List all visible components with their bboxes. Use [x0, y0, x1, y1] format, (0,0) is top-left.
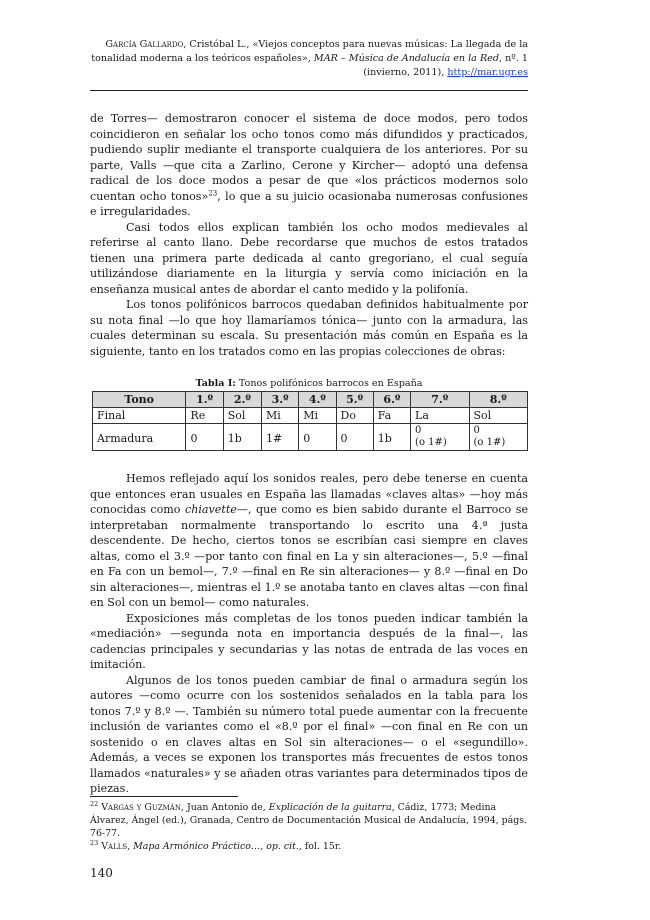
table-header-cell: 6.º — [373, 392, 410, 408]
table-cell-variant: (o 1#) — [473, 437, 506, 448]
table-cell-7 — [411, 424, 469, 451]
table-cell: Do — [336, 408, 373, 424]
header-url-link[interactable]: http://mar.ugr.es — [447, 67, 528, 78]
header-text-1: , Cristóbal L., «Viejos conceptos para nuevas músicas: La llegada de la tonalidad moderna a los teóricos españoles», — [91, 39, 528, 64]
table-header-cell: 1.º — [186, 392, 223, 408]
table-cell: Final — [93, 408, 186, 424]
table-header-row — [93, 392, 528, 408]
table-row-final — [93, 408, 528, 424]
table-cell: La — [411, 408, 469, 424]
paragraph-4-text: Hemos reflejado aquí los sonidos reales, pero debe tenerse en cuenta que entonces eran usuales en España las llamadas «claves altas» —hoy más conocidas como — [90, 472, 528, 516]
paragraph-2: Casi todos ellos explican también los ocho modos medievales al referirse al canto llano. Debe recordarse que muchos de estos tratados tienen una primera parte dedicada al canto gregoriano, el cual seguía utilizándose diariamente en la liturgia y servía como iniciación en la enseñanza musical antes de abordar el canto medido y la polifonía. — [90, 220, 528, 296]
paragraph-5: Exposiciones más completas de los tonos pueden indicar también la «mediación» —segunda nota en importancia después de la final—, las cadencias principales y secundarias y las notas de entrada de las voces en imitación. — [90, 611, 528, 671]
table-header-cell: 7.º — [411, 392, 469, 408]
header-journal: MAR – Música de Andalucía en la Red — [313, 53, 499, 64]
paragraph-4 — [90, 471, 528, 611]
table-cell: 1# — [261, 424, 298, 451]
footnote-number: 23 — [90, 838, 99, 847]
table-header-cell: 3.º — [261, 392, 298, 408]
table-header-cell: 5.º — [336, 392, 373, 408]
table-cell: 1b — [373, 424, 410, 451]
table-caption-label: Tabla I: — [195, 378, 236, 389]
footnotes — [90, 801, 528, 853]
footnote-text: , — [127, 841, 134, 852]
paragraph-4-end: —, que como es bien sabido durante el Barroco se interpretaban normalmente transportando lo escrito una 4.ª justa descendente. De hecho, ciertos tonos se escribían casi siempre en claves altas, como el 3.º —por tanto con final en La y sin alteraciones—, 5.º —final en Fa con un bemol—, 7.º —final en Re sin alteraciones— y 8.º —final en Do sin alteraciones—, mientras el 1.º se anotaba tanto en claves altas —con final en Sol con un bemol— como naturales. — [90, 503, 529, 609]
table-caption — [90, 378, 528, 390]
table-cell: Armadura — [93, 424, 186, 451]
header-author: García Gallardo — [105, 39, 184, 50]
footnote-text: , Juan Antonio de, — [181, 802, 269, 813]
page-number: 140 — [90, 866, 113, 880]
table-header-cell: 2.º — [223, 392, 261, 408]
paragraph-3: Los tonos polifónicos barrocos quedaban definidos habitualmente por su nota final —lo que hoy llamaríamos tónica— junto con la armadura, las cuales determinan su escala. Su presentación más común en España es la siguiente, tanto en los tratados como en las propias colecciones de obras: — [90, 298, 528, 358]
footnote-title: Mapa Armónico Práctico…, op. cit. — [133, 841, 299, 852]
table-cell: Fa — [373, 408, 410, 424]
table-header-cell: Tono — [93, 392, 186, 408]
paragraph-1 — [90, 111, 528, 220]
table-row-armadura — [93, 424, 528, 451]
header-rule — [90, 90, 528, 91]
table-cell: 0 — [336, 424, 373, 451]
running-header — [90, 38, 528, 80]
table-cell: Re — [186, 408, 223, 424]
table-header-cell: 8.º — [469, 392, 528, 408]
table-cell-8 — [469, 424, 528, 451]
footnote-23 — [90, 840, 528, 853]
table-cell-value: 0 — [473, 425, 480, 436]
table-cell: Sol — [223, 408, 261, 424]
footnote-author: Vargas y Guzmán — [101, 802, 181, 813]
footnote-author: Valls — [101, 841, 128, 852]
paragraph-1-text: de Torres— demostraron conocer el sistema de doce modos, pero todos coincidieron en señalar los ocho tonos como más difundidos y practicados, pudiendo suplir mediante el transporte cualquiera de los anteriores. Por su parte, Valls —que cita a Zarlino, Cerone y Kircher— adoptó una defensa radical de los doce modos a pesar de que «los prácticos modernos solo cuentan ocho tonos» — [90, 112, 528, 203]
footnote-text: , fol. 15r. — [298, 841, 342, 852]
table-header-cell: 4.º — [299, 392, 336, 408]
table-cell-value: 0 — [415, 425, 422, 436]
main-text-2 — [90, 471, 528, 797]
footnote-text: , Cádiz, 1773; Medina Álvarez, Ángel (ed.), Granada, Centro de Documentación Musical de Andalucía, 1994, págs. 76-77. — [90, 802, 528, 839]
table-cell: Mi — [299, 408, 336, 424]
footnote-title: Explicación de la guitarra — [268, 802, 392, 813]
table-cell: Mi — [261, 408, 298, 424]
table-cell-variant: (o 1#) — [415, 437, 447, 448]
table-cell: 1b — [223, 424, 261, 451]
paragraph-6: Algunos de los tonos pueden cambiar de final o armadura según los autores —como ocurre con los sostenidos señalados en la tabla para los tonos 7.º y 8.º —. También su número total puede aumentar con la frecuente inclusión de variantes como el «8.º por el final» —con final en Re con un sostenido o en claves altas en Sol sin alteraciones— o el «segundillo». Además, a veces se exponen los transportes más frecuentes de estos tonos llamados «naturales» y se añaden otras variantes para determinados tipos de piezas. — [90, 673, 528, 795]
table-cell: 0 — [186, 424, 223, 451]
footnote-ref-23[interactable]: 23 — [208, 188, 218, 197]
table-cell: 0 — [299, 424, 336, 451]
main-text — [90, 111, 528, 359]
tonos-table — [92, 391, 528, 451]
table-caption-text: Tonos polifónicos barrocos en España — [235, 378, 423, 389]
header-text-2: , nº. 1 (invierno, 2011), — [363, 53, 528, 78]
footnote-22 — [90, 801, 528, 840]
paragraph-4-italic: chiavette — [185, 503, 237, 516]
footnote-number: 22 — [90, 799, 99, 808]
footnote-rule — [90, 796, 238, 797]
paragraph-1-end: , lo que a su juicio ocasionaba numerosas confusiones e irregularidades. — [90, 189, 528, 218]
table-cell: Sol — [469, 408, 528, 424]
